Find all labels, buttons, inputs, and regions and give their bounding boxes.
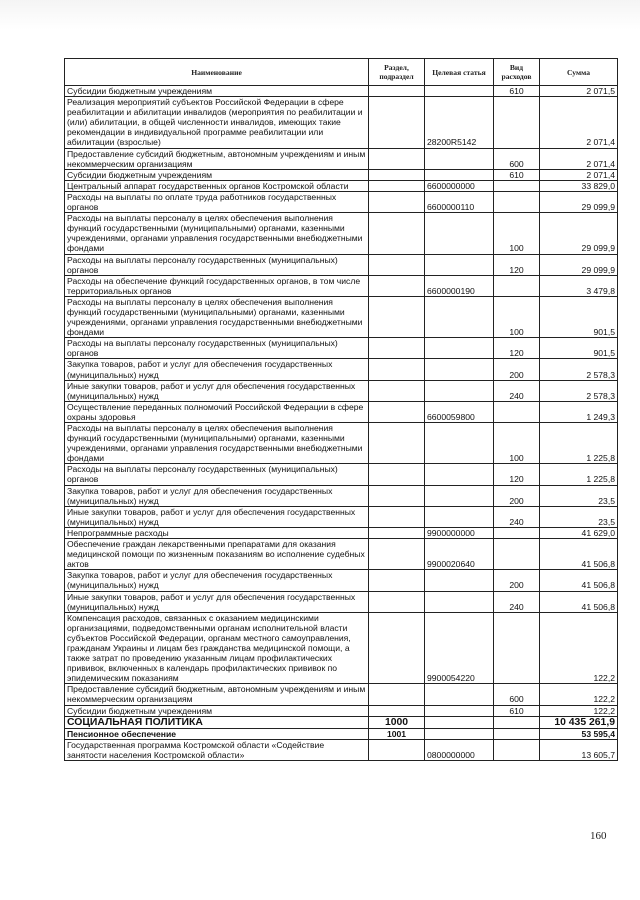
cell-sum: 2 071,5 <box>540 86 618 97</box>
table-row <box>65 97 618 148</box>
cell-target: 6600000000 <box>425 180 494 191</box>
cell-sum: 2 071,4 <box>540 169 618 180</box>
table-row <box>65 191 618 212</box>
cell-expense <box>494 539 540 570</box>
cell-sum: 1 225,8 <box>540 423 618 464</box>
cell-target <box>425 591 494 612</box>
cell-section: 1000 <box>369 716 425 729</box>
cell-name: Предоставление субсидий бюджетным, автономным учреждениям и иным некоммерческим организациям <box>65 148 369 169</box>
table-row <box>65 275 618 296</box>
cell-section <box>369 86 425 97</box>
cell-expense <box>494 97 540 148</box>
cell-target <box>425 570 494 591</box>
cell-target <box>425 464 494 485</box>
cell-sum: 13 605,7 <box>540 740 618 761</box>
cell-expense: 100 <box>494 296 540 337</box>
cell-expense: 120 <box>494 464 540 485</box>
cell-sum: 41 629,0 <box>540 527 618 538</box>
cell-sum: 41 506,8 <box>540 591 618 612</box>
cell-target <box>425 716 494 729</box>
table-row <box>65 401 618 422</box>
cell-name: Иные закупки товаров, работ и услуг для обеспечения государственных (муниципальных) нужд <box>65 591 369 612</box>
cell-sum: 901,5 <box>540 338 618 359</box>
cell-expense <box>494 275 540 296</box>
cell-name: Осуществление переданных полномочий Российской Федерации в сфере охраны здоровья <box>65 401 369 422</box>
cell-sum: 2 578,3 <box>540 359 618 380</box>
cell-section <box>369 275 425 296</box>
cell-sum: 41 506,8 <box>540 570 618 591</box>
table-row <box>65 423 618 464</box>
cell-name: Расходы на выплаты персоналу в целях обеспечения выполнения функций государственными (муниципальными) органами, казенными учреждениями, органами управления государственными внебюджетными фондами <box>65 423 369 464</box>
cell-name: Обеспечение граждан лекарственными препаратами для оказания медицинской помощи по жизненным показаниям во исполнение судебных актов <box>65 539 369 570</box>
cell-section: 1001 <box>369 729 425 740</box>
table-row <box>65 254 618 275</box>
budget-table <box>64 58 618 761</box>
cell-expense: 120 <box>494 338 540 359</box>
cell-expense: 240 <box>494 506 540 527</box>
cell-sum: 29 099,9 <box>540 254 618 275</box>
cell-name: Центральный аппарат государственных органов Костромской области <box>65 180 369 191</box>
cell-sum: 29 099,9 <box>540 191 618 212</box>
cell-expense: 200 <box>494 570 540 591</box>
cell-expense: 100 <box>494 213 540 254</box>
cell-name: Расходы на выплаты персоналу в целях обеспечения выполнения функций государственными (муниципальными) органами, казенными учреждениями, органами управления государственными внебюджетными фондами <box>65 296 369 337</box>
table-row <box>65 338 618 359</box>
cell-target <box>425 485 494 506</box>
cell-sum: 53 595,4 <box>540 729 618 740</box>
header-sum: Сумма <box>540 59 618 86</box>
cell-name: Расходы на обеспечение функций государственных органов, в том числе территориальных органов <box>65 275 369 296</box>
cell-expense <box>494 527 540 538</box>
cell-section <box>369 97 425 148</box>
cell-name: Субсидии бюджетным учреждениям <box>65 169 369 180</box>
header-section: Раздел, подраздел <box>369 59 425 86</box>
header-row <box>65 59 618 86</box>
cell-name: Расходы на выплаты по оплате труда работников государственных органов <box>65 191 369 212</box>
cell-target <box>425 296 494 337</box>
cell-section <box>369 740 425 761</box>
cell-expense: 120 <box>494 254 540 275</box>
cell-section <box>369 506 425 527</box>
cell-name: СОЦИАЛЬНАЯ ПОЛИТИКА <box>65 716 369 729</box>
cell-sum: 901,5 <box>540 296 618 337</box>
cell-sum: 23,5 <box>540 485 618 506</box>
header-name: Наименование <box>65 59 369 86</box>
cell-name: Иные закупки товаров, работ и услуг для обеспечения государственных (муниципальных) нужд <box>65 506 369 527</box>
cell-section <box>369 570 425 591</box>
cell-expense: 240 <box>494 591 540 612</box>
page-number: 160 <box>590 830 607 842</box>
cell-sum: 122,2 <box>540 705 618 716</box>
cell-sum: 122,2 <box>540 612 618 684</box>
cell-name: Закупка товаров, работ и услуг для обеспечения государственных (муниципальных) нужд <box>65 485 369 506</box>
table-row <box>65 612 618 684</box>
cell-name: Расходы на выплаты персоналу государственных (муниципальных) органов <box>65 464 369 485</box>
cell-name: Компенсация расходов, связанных с оказанием медицинскими организациями, подведомственными органам исполнительной власти субъектов Российской Федерации, органам местного самоуправления, гражданам Украины и лицам без гражданства медицинской помощи, а также затрат по проведению указанным лицам профилактических прививок, включенных в календарь профилактических прививок по эпидемическим показаниям <box>65 612 369 684</box>
cell-target <box>425 506 494 527</box>
header-target: Целевая статья <box>425 59 494 86</box>
table-row <box>65 729 618 740</box>
cell-target: 28200R5142 <box>425 97 494 148</box>
cell-name: Предоставление субсидий бюджетным, автономным учреждениям и иным некоммерческим организациям <box>65 684 369 705</box>
cell-name: Закупка товаров, работ и услуг для обеспечения государственных (муниципальных) нужд <box>65 359 369 380</box>
cell-section <box>369 296 425 337</box>
cell-section <box>369 464 425 485</box>
cell-target: 6600000110 <box>425 191 494 212</box>
table-row <box>65 506 618 527</box>
cell-target <box>425 380 494 401</box>
cell-target: 9900054220 <box>425 612 494 684</box>
header-expense: Вид расходов <box>494 59 540 86</box>
cell-expense <box>494 191 540 212</box>
table-row <box>65 591 618 612</box>
cell-section <box>369 380 425 401</box>
cell-name: Субсидии бюджетным учреждениям <box>65 86 369 97</box>
cell-expense <box>494 180 540 191</box>
cell-target: 9900000000 <box>425 527 494 538</box>
cell-target <box>425 148 494 169</box>
cell-expense: 600 <box>494 148 540 169</box>
cell-section <box>369 705 425 716</box>
table-row <box>65 539 618 570</box>
cell-section <box>369 191 425 212</box>
table-row <box>65 359 618 380</box>
cell-sum: 122,2 <box>540 684 618 705</box>
table-header <box>65 59 618 86</box>
cell-sum: 1 249,3 <box>540 401 618 422</box>
cell-name: Расходы на выплаты персоналу в целях обеспечения выполнения функций государственными (муниципальными) органами, казенными учреждениями, органами управления государственными внебюджетными фондами <box>65 213 369 254</box>
cell-section <box>369 169 425 180</box>
cell-section <box>369 591 425 612</box>
cell-target: 6600000190 <box>425 275 494 296</box>
cell-expense <box>494 740 540 761</box>
table-row <box>65 485 618 506</box>
cell-name: Расходы на выплаты персоналу государственных (муниципальных) органов <box>65 338 369 359</box>
table-row <box>65 213 618 254</box>
cell-section <box>369 539 425 570</box>
cell-expense: 610 <box>494 169 540 180</box>
cell-target <box>425 729 494 740</box>
cell-name: Государственная программа Костромской области «Содействие занятости населения Костромской области» <box>65 740 369 761</box>
cell-sum: 2 071,4 <box>540 148 618 169</box>
cell-target <box>425 359 494 380</box>
scan-noise <box>0 0 640 30</box>
cell-expense: 200 <box>494 359 540 380</box>
cell-section <box>369 401 425 422</box>
cell-expense: 240 <box>494 380 540 401</box>
cell-section <box>369 485 425 506</box>
table-row <box>65 148 618 169</box>
cell-name: Пенсионное обеспечение <box>65 729 369 740</box>
cell-target <box>425 213 494 254</box>
table-row <box>65 86 618 97</box>
table-row <box>65 527 618 538</box>
cell-name: Субсидии бюджетным учреждениям <box>65 705 369 716</box>
cell-target <box>425 423 494 464</box>
cell-sum: 3 479,8 <box>540 275 618 296</box>
table-row <box>65 180 618 191</box>
cell-name: Закупка товаров, работ и услуг для обеспечения государственных (муниципальных) нужд <box>65 570 369 591</box>
cell-expense <box>494 401 540 422</box>
cell-section <box>369 180 425 191</box>
cell-expense <box>494 716 540 729</box>
cell-expense: 610 <box>494 86 540 97</box>
cell-target <box>425 169 494 180</box>
cell-name: Непрограммные расходы <box>65 527 369 538</box>
cell-sum: 29 099,9 <box>540 213 618 254</box>
cell-section <box>369 612 425 684</box>
cell-name: Расходы на выплаты персоналу государственных (муниципальных) органов <box>65 254 369 275</box>
cell-target <box>425 705 494 716</box>
cell-target: 0800000000 <box>425 740 494 761</box>
cell-target: 9900020640 <box>425 539 494 570</box>
table-row <box>65 716 618 729</box>
cell-section <box>369 254 425 275</box>
cell-expense: 610 <box>494 705 540 716</box>
cell-section <box>369 527 425 538</box>
cell-section <box>369 359 425 380</box>
cell-expense <box>494 612 540 684</box>
cell-expense: 200 <box>494 485 540 506</box>
cell-sum: 41 506,8 <box>540 539 618 570</box>
cell-expense: 600 <box>494 684 540 705</box>
table-row <box>65 705 618 716</box>
table-body <box>65 86 618 761</box>
cell-sum: 2 071,4 <box>540 97 618 148</box>
cell-sum: 33 829,0 <box>540 180 618 191</box>
cell-target <box>425 86 494 97</box>
table-row <box>65 380 618 401</box>
table-row <box>65 464 618 485</box>
cell-sum: 2 578,3 <box>540 380 618 401</box>
cell-target: 6600059800 <box>425 401 494 422</box>
cell-section <box>369 213 425 254</box>
cell-section <box>369 338 425 359</box>
cell-name: Реализация мероприятий субъектов Российской Федерации в сфере реабилитации и абилитации инвалидов (мероприятия по реабилитации и (или) абилитации, в общей численности инвалидов, имеющих такие рекомендации в индивидуальной программе реабилитации или абилитации (взрослые) <box>65 97 369 148</box>
cell-section <box>369 148 425 169</box>
table-row <box>65 684 618 705</box>
cell-sum: 23,5 <box>540 506 618 527</box>
cell-target <box>425 684 494 705</box>
cell-sum: 10 435 261,9 <box>540 716 618 729</box>
cell-expense: 100 <box>494 423 540 464</box>
cell-section <box>369 684 425 705</box>
table-row <box>65 169 618 180</box>
cell-section <box>369 423 425 464</box>
table-row <box>65 570 618 591</box>
cell-expense <box>494 729 540 740</box>
cell-target <box>425 338 494 359</box>
table-row <box>65 296 618 337</box>
cell-name: Иные закупки товаров, работ и услуг для обеспечения государственных (муниципальных) нужд <box>65 380 369 401</box>
cell-sum: 1 225,8 <box>540 464 618 485</box>
table-row <box>65 740 618 761</box>
cell-target <box>425 254 494 275</box>
